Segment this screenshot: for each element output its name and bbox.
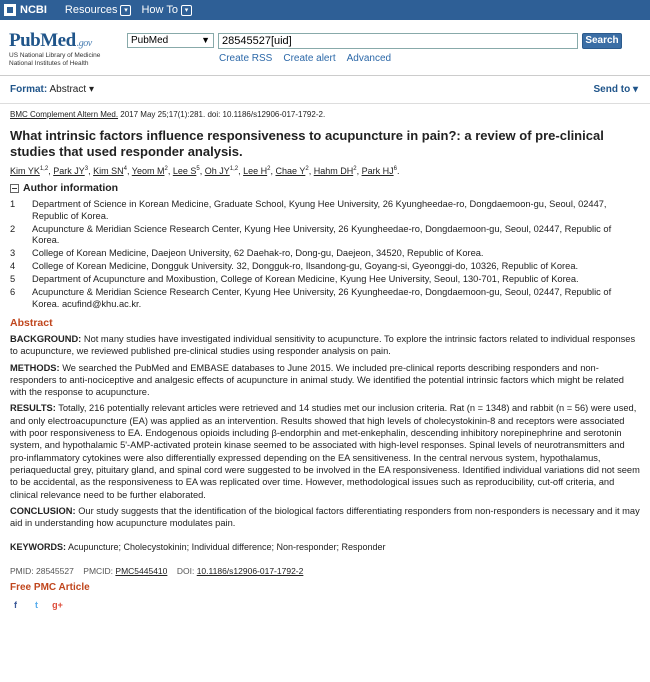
affiliation-item — [10, 224, 640, 247]
results-label: RESULTS: — [10, 403, 56, 414]
abstract-background — [10, 333, 640, 358]
author-affiliation-sup: 2 — [353, 166, 357, 172]
author-affiliation-sup: 6 — [393, 166, 397, 172]
conclusion-text: Our study suggests that the identification of the biological factors differentiating responders from non-responders is necessary and it may aid in understanding how acupuncture modulates pain. — [10, 505, 640, 529]
pubmed-header — [0, 20, 650, 68]
pmcid-label: PMCID: — [83, 566, 114, 577]
affiliation-text: Acupuncture & Meridian Science Research Center, Kyung Hee University, 26 Kyungheedae-ro, Dongdaemoon-gu, Seoul, 02447, Republic of Korea. acufind@khu.ac.kr. — [32, 287, 612, 309]
author-link[interactable]: Park HJ — [361, 166, 394, 176]
methods-label: METHODS: — [10, 362, 60, 373]
affiliation-number: 4 — [10, 261, 16, 271]
pubmed-logo[interactable] — [9, 30, 100, 68]
author-link[interactable]: Chae Y — [275, 166, 306, 176]
ncbi-logo-icon — [4, 4, 16, 16]
affiliation-item — [10, 248, 640, 260]
article-content — [10, 110, 640, 610]
citation-details: 2017 May 25;17(1):281. doi: 10.1186/s12906-017-1792-2. — [118, 110, 326, 119]
affiliation-text: Department of Science in Korean Medicine, Graduate School, Kyung Hee University, 26 Kyungheedae-ro, Dongdaemoon-gu, Seoul, 02447, Republic of Korea. — [32, 199, 607, 221]
google-plus-icon[interactable]: g+ — [52, 599, 63, 610]
author-link[interactable]: Kim SN — [93, 166, 124, 176]
methods-text: We searched the PubMed and EMBASE databases to June 2015. We included pre-clinical reports describing responders and non-responders to anti-nociceptive and analgesic effects of acupuncture in animal study. We identified the potential intrinsic factors which might be related with the response to acupuncture. — [10, 362, 624, 398]
abstract-results — [10, 402, 640, 500]
howto-label: How To — [141, 4, 178, 16]
twitter-icon[interactable]: t — [35, 599, 38, 610]
author-link[interactable]: Yeom M — [131, 166, 165, 176]
keywords-label: KEYWORDS: — [10, 542, 66, 553]
author-link[interactable]: Oh JY — [204, 166, 230, 176]
author-link[interactable]: Hahm DH — [313, 166, 354, 176]
affiliation-item — [10, 274, 640, 286]
affiliation-text: College of Korean Medicine, Dongguk University. 32, Dongguk-ro, Ilsandong-gu, Goyang-si, Gyeonggi-do, 10326, Republic of Korea. — [32, 261, 579, 271]
citation-line — [10, 110, 640, 119]
author-affiliation-sup: 2 — [305, 166, 309, 172]
howto-menu[interactable] — [141, 4, 191, 16]
doi-link[interactable]: 10.1186/s12906-017-1792-2 — [196, 566, 304, 577]
chevron-down-icon: ▼ — [201, 35, 210, 45]
affiliation-text: Acupuncture & Meridian Science Research Center, Kyung Hee University, 26 Kyungheedae-ro, Dongdaemoon-gu, Seoul, 02447, Republic of Korea. — [32, 223, 612, 245]
background-text: Not many studies have investigated individual sensitivity to acupuncture. To explore the intrinsic factors related to individual responses to acupuncture, we reviewed published pre-clinical studies using responder analysis on pain. — [10, 334, 636, 357]
ncbi-topbar — [0, 0, 650, 20]
social-share — [10, 599, 640, 610]
divider — [0, 103, 650, 104]
search-button[interactable]: Search — [582, 33, 622, 49]
abstract-conclusion — [10, 505, 640, 530]
affiliation-number: 6 — [10, 287, 16, 297]
abstract-heading: Abstract — [10, 317, 53, 329]
create-alert-link[interactable]: Create alert — [283, 53, 336, 64]
affiliation-item — [10, 287, 640, 310]
ncbi-home-link[interactable] — [4, 4, 47, 16]
affiliation-item — [10, 261, 640, 273]
chevron-down-icon: ▾ — [632, 84, 638, 95]
format-selector[interactable] — [10, 84, 94, 95]
facebook-icon[interactable]: f — [14, 599, 17, 610]
resources-menu[interactable] — [65, 4, 132, 16]
author-affiliation-sup: 1,2 — [39, 166, 49, 172]
affiliation-number: 5 — [10, 274, 16, 284]
author-link[interactable]: Kim YK — [10, 166, 40, 176]
pmcid-link[interactable]: PMC5445410 — [115, 566, 168, 577]
send-to-label: Send to — [593, 84, 631, 95]
affiliation-number: 3 — [10, 248, 16, 258]
author-affiliation-sup: 3 — [84, 166, 89, 172]
logo-gov: .gov — [76, 38, 92, 49]
identifiers — [10, 566, 640, 576]
affiliation-text: College of Korean Medicine, Daejeon University, 62 Daehak-ro, Dong-gu, Daejeon, 34520, Republic of Korea. — [32, 248, 484, 258]
conclusion-label: CONCLUSION: — [10, 505, 76, 516]
author-link[interactable]: Park JY — [53, 166, 85, 176]
send-to-menu[interactable] — [594, 84, 638, 95]
collapse-icon — [10, 184, 19, 193]
affiliation-list — [10, 199, 640, 310]
author-list: Kim YK$^{1,2}$, Park $JY^3$, Kim $SN^4$, Yeom $M^2$, Lee $S^5$, Oh JY$^{1,2}$, Lee $H^2$, Chae $Y^2$, Hahm $DH^2$, Park $HJ^6$. — [10, 166, 400, 176]
author-information-label: Author information — [23, 182, 119, 194]
author-affiliation-sup: 1,2 — [229, 166, 239, 172]
pmid-label: PMID: — [10, 566, 34, 577]
affiliation-number: 1 — [10, 199, 16, 209]
divider — [0, 75, 650, 76]
resources-label: Resources — [64, 4, 118, 16]
article-title: What intrinsic factors influence responsiveness to acupuncture in pain?: a review of pre-clinical studies that used responder analysis. — [10, 128, 604, 159]
author-affiliation-sup: 5 — [196, 166, 200, 172]
author-information-toggle[interactable] — [10, 182, 640, 194]
author-link[interactable]: Lee H — [243, 166, 268, 176]
logo-subtitle-1: US National Library of Medicine — [9, 52, 101, 59]
chevron-down-icon: ▾ — [181, 5, 192, 16]
author-affiliation-sup: 2 — [164, 166, 168, 172]
affiliation-text: Department of Acupuncture and Moxibustion, College of Korean Medicine, Kyung Hee University, Seoul, 130-701, Republic of Korea. — [32, 274, 579, 284]
author-affiliation-sup: 2 — [267, 166, 271, 172]
chevron-down-icon: ▾ — [120, 5, 131, 16]
ncbi-label: NCBI — [20, 4, 47, 16]
create-rss-link[interactable]: Create RSS — [219, 53, 273, 64]
advanced-link[interactable]: Advanced — [346, 53, 392, 64]
results-text: Totally, 216 potentially relevant articles were retrieved and 14 studies met our inclusion criteria. Rat (n = 1348) and rabbit (n = 56) were used, and only electroacupuncture (EA) was applied as an intervention. Results showed that high levels of cholecystokinin-8 and receptors were associated with poor responsiveness to EA. Endogenous opioids including β-endorphin and met-enkephalin, descending inhibitory norepinephrine and serotonin system, and hypothalamic 5'-AMP-activated protein kinase seemed to be associated with high-level responses. Spinal levels of neurotransmitters and pro-inflammatory cytokines were also differentially expressed depending on the EA sensitiveness. In the central nervous system, hypothalamus, periaqueductal grey, pituitary gland, and spinal cord were suggested to be involved in the EA responsiveness. Identified individual variations did not seem to be accidental, as the responsiveness to EA was replicated over time. However, methodological issues such as reproducibility, cut-off criteria, and clinical relevance need to be further elaborated. — [10, 403, 640, 500]
database-select-value: PubMed — [131, 35, 169, 46]
keywords-text: Acupuncture; Cholecystokinin; Individual difference; Non-responder; Responder — [68, 542, 386, 553]
database-select[interactable] — [127, 33, 214, 48]
chevron-down-icon: ▾ — [88, 84, 94, 95]
format-label: Format: — [10, 84, 48, 95]
keywords — [10, 542, 640, 552]
journal-link[interactable]: BMC Complement Altern Med. — [10, 110, 119, 119]
search-input[interactable]: 28545527[uid] — [218, 33, 578, 49]
affiliation-number: 2 — [10, 223, 16, 234]
pmid-value: 28545527 — [36, 566, 74, 577]
logo-subtitle-2: National Institutes of Health — [9, 60, 89, 67]
free-pmc-article-link[interactable]: Free PMC Article — [10, 582, 90, 594]
logo-word: PubMed — [9, 30, 76, 51]
abstract-methods — [10, 362, 640, 399]
affiliation-item — [10, 199, 640, 222]
author-link[interactable]: Lee S — [172, 166, 197, 176]
format-value: Abstract — [49, 84, 87, 95]
doi-label: DOI: — [176, 566, 195, 577]
background-label: BACKGROUND: — [10, 334, 82, 344]
search-sublinks — [219, 53, 402, 64]
author-affiliation-sup: 4 — [123, 166, 127, 172]
